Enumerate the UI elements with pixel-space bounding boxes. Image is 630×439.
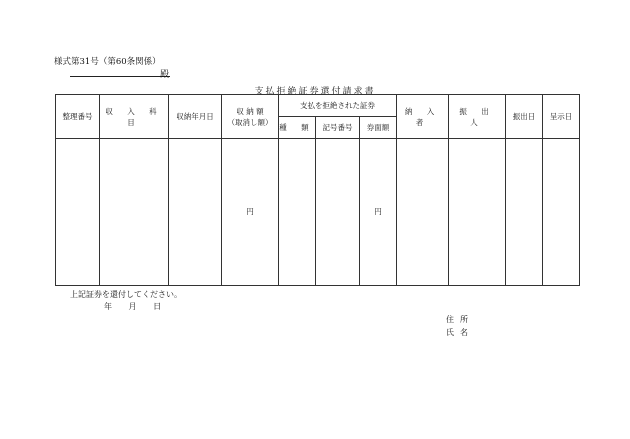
header-nounyuusha: 納 入 者 xyxy=(397,95,449,139)
header-rejected-securities: 支払を拒絶された証券 xyxy=(279,95,397,117)
header-kigou-bangou: 記号番号 xyxy=(316,117,360,139)
document-title: 支払拒絶証券還付請求書 xyxy=(254,87,376,97)
date-line: 年 月 日 xyxy=(104,302,162,311)
cell-shuunou-date[interactable] xyxy=(169,139,222,286)
yen-unit: 円 xyxy=(374,207,382,216)
header-shuunou-gaku-label: 収 納 額 xyxy=(236,106,264,116)
request-note: 上記証券を還付してください。 xyxy=(70,290,182,299)
header-furidashi-bi: 振出日 xyxy=(506,95,543,139)
header-shuunou-gaku-note: （取消し額） xyxy=(227,117,273,127)
cell-kenmen-gaku[interactable] xyxy=(360,139,397,286)
cell-shurui[interactable] xyxy=(279,139,316,286)
cell-shuunyuu-kamoku[interactable] xyxy=(100,139,169,286)
yen-unit: 円 xyxy=(246,207,254,216)
header-seiri-bango: 整理番号 xyxy=(56,95,100,139)
header-furidashinin: 振 出 人 xyxy=(449,95,506,139)
form-number: 様式第31号（第60条関係） xyxy=(54,57,161,67)
name-label: 氏名 xyxy=(446,328,474,337)
header-shuunou-date: 収納年月日 xyxy=(169,95,222,139)
refund-request-table xyxy=(55,94,580,286)
addressee-blank-line xyxy=(70,76,170,77)
cell-kigou-bangou[interactable] xyxy=(316,139,360,286)
cell-seiri-bango[interactable] xyxy=(56,139,100,286)
header-teiji-bi: 呈示日 xyxy=(543,95,580,139)
cell-teiji-bi[interactable] xyxy=(543,139,580,286)
cell-nounyuusha[interactable] xyxy=(397,139,449,286)
header-shuunou-gaku xyxy=(222,95,279,139)
header-shuunyuu-kamoku: 収 入 科 目 xyxy=(100,95,169,139)
address-label: 住所 xyxy=(446,315,474,324)
cell-shuunou-gaku[interactable] xyxy=(222,139,279,286)
header-kenmen-gaku: 券面額 xyxy=(360,117,397,139)
cell-furidashinin[interactable] xyxy=(449,139,506,286)
header-shurui: 種 類 xyxy=(279,117,316,139)
cell-furidashi-bi[interactable] xyxy=(506,139,543,286)
addressee-suffix: 殿 xyxy=(160,70,170,80)
